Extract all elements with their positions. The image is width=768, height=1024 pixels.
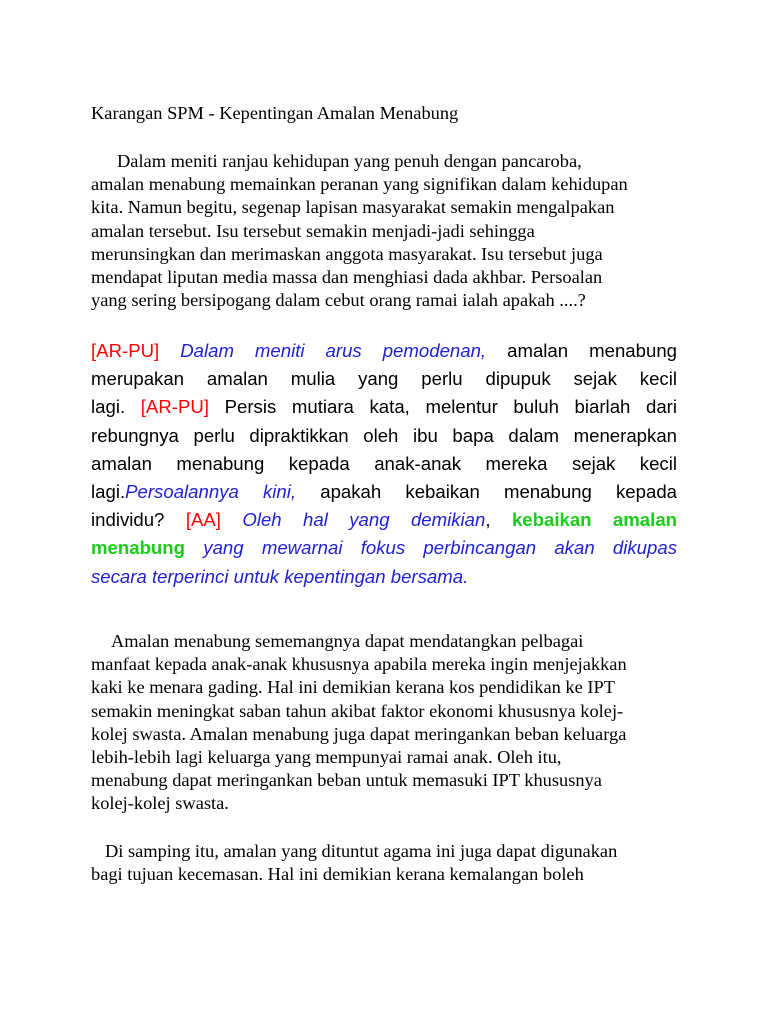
plain-text: , — [485, 509, 491, 531]
highlighted-phrase: Oleh hal yang demikian — [242, 509, 486, 531]
plain-text: lagi. — [91, 481, 126, 503]
body-paragraph — [91, 630, 691, 816]
body-line: kolej swasta. Amalan menabung juga dapat meringankan beban keluarga — [91, 723, 627, 744]
body-line: Di samping itu, amalan yang dituntut agama ini juga dapat digunakan — [105, 841, 618, 861]
annotated-line — [91, 337, 677, 365]
intro-line: amalan menabung memainkan peranan yang signifikan dalam kehidupan — [91, 174, 628, 195]
technique-tag: [AA] — [185, 509, 221, 531]
intro-line: Dalam meniti ranjau kehidupan yang penuh dengan pancaroba, — [117, 151, 582, 171]
plain-text: menabung — [589, 340, 678, 361]
intro-line: merunsingkan dan merimaskan anggota masyarakat. Isu tersebut juga — [91, 243, 603, 264]
body-line: semakin meningkat saban tahun akibat faktor ekonomi khususnya kolej- — [91, 700, 624, 721]
technique-tag: [AR-PU] — [140, 396, 209, 418]
body-line: kaki ke menara gading. Hal ini demikian kerana kos pendidikan ke IPT — [91, 677, 615, 698]
body-line: lebih-lebih lagi keluarga yang mempunyai ramai anak. Oleh itu, — [91, 747, 562, 768]
technique-tag: [AR-PU] — [91, 340, 160, 361]
highlighted-phrase: Persoalannya kini, — [125, 481, 297, 503]
annotated-line: merupakan amalan mulia yang perlu dipupuk sejak kecil — [91, 368, 677, 390]
highlighted-phrase: yang mewarnai fokus perbincangan akan dikupas — [203, 537, 678, 559]
annotated-line — [91, 534, 677, 562]
plain-text: individu? — [91, 509, 165, 531]
highlighted-phrase: Dalam meniti arus pemodenan, — [180, 340, 487, 361]
annotated-paragraph — [91, 337, 677, 591]
plain-text: apakah kebaikan menabung kepada — [320, 481, 678, 503]
body-line: Amalan menabung sememangnya dapat mendatangkan pelbagai — [111, 631, 584, 651]
intro-line: amalan tersebut. Isu tersebut semakin menjadi-jadi sehingga — [91, 220, 535, 241]
annotated-line — [91, 506, 677, 534]
key-phrase: menabung — [91, 537, 186, 559]
annotated-line — [91, 393, 677, 421]
body-paragraph — [91, 840, 691, 886]
plain-text: amalan — [507, 340, 569, 361]
intro-line: yang sering bersipogang dalam cebut orang ramai ialah apakah ....? — [91, 290, 586, 311]
intro-line: kita. Namun begitu, segenap lapisan masyarakat semakin mengalpakan — [91, 197, 615, 218]
annotated-line: secara terperinci untuk kepentingan bersama. — [91, 565, 469, 587]
key-phrase: kebaikan amalan — [511, 509, 678, 531]
annotated-line: rebungnya perlu dipraktikkan oleh ibu bapa dalam menerapkan — [91, 424, 677, 446]
intro-paragraph — [91, 150, 691, 312]
body-line: menabung dapat meringankan beban untuk memasuki IPT khususnya — [91, 770, 602, 791]
document-title: Karangan SPM - Kepentingan Amalan Menabung — [91, 103, 459, 123]
body-line: bagi tujuan kecemasan. Hal ini demikian kerana kemalangan boleh — [91, 864, 584, 885]
annotated-line — [91, 478, 677, 506]
plain-text: Persis mutiara kata, melentur buluh biarlah dari — [224, 396, 678, 418]
body-line: manfaat kepada anak-anak khususnya apabila mereka ingin menjejakkan — [91, 654, 627, 675]
annotated-line: amalan menabung kepada anak-anak mereka sejak kecil — [91, 452, 677, 474]
intro-line: mendapat liputan media massa dan menghiasi dada akhbar. Persoalan — [91, 267, 603, 288]
body-line: kolej-kolej swasta. — [91, 793, 229, 814]
plain-text: lagi. — [91, 396, 126, 418]
